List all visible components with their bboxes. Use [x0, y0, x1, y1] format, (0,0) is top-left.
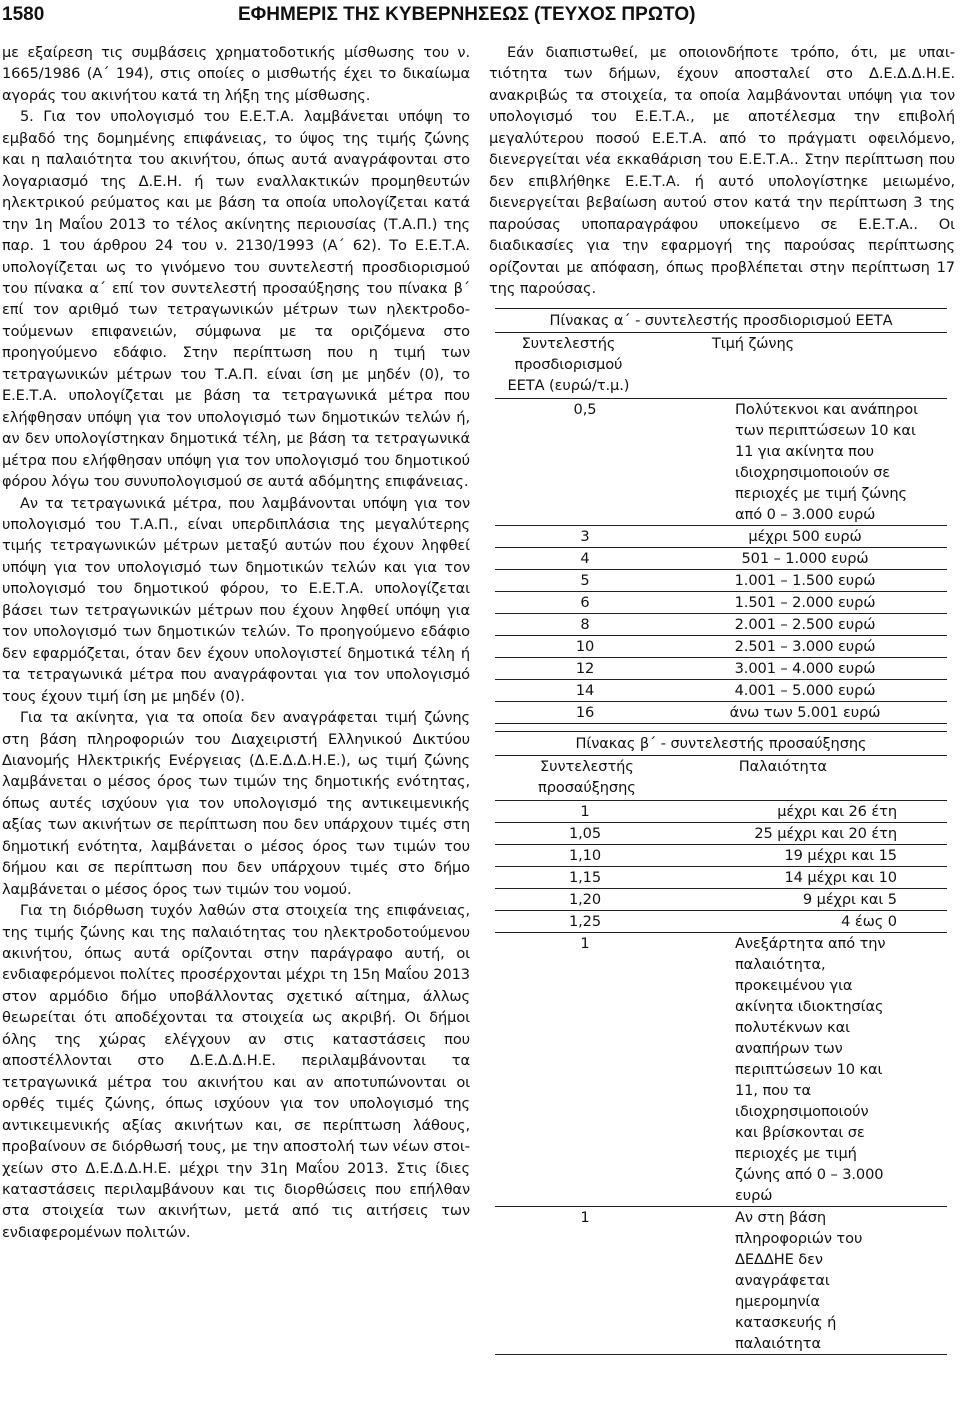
- table-cell: 0,5: [573, 401, 597, 419]
- table-cell: 1,20: [568, 891, 602, 909]
- table-cell: 1: [580, 1209, 590, 1227]
- paragraph: Για τα ακίνητα, για τα οποία δεν αναγράφεται τιμή ζώνης στη βάση πληροφοριών του Διαχειριστή Ελληνικού Δικτύου Διανομής Ηλεκτρικής Ενέργειας (Δ.Ε.Δ.Δ.Η.Ε.), ως τιμή ζώνης λαμβάνεται ο μέσος όρος των τιμών της δημοτικής ενότητας, όπως αυτές ισχύουν για τον υπολογισμό της αντικειμενικής αξίας των ακινήτων σε περίπτωση που δεν υπάρχουν τιμές στη δημοτική ενότητα, λαμβάνεται ο μέσος όρος των τιμών του δήμου και σε περίπτωση που δεν υπάρχουν τιμές στο δήμο λαμβάνεται ο μέσος όρος των τιμών του νομού.: [2, 709, 470, 898]
- paragraph: 5. Για τον υπολογισμό του Ε.Ε.Τ.Α. λαμβάνεται υπόψη το εμβαδό της δομημένης επιφάνειας, το ύψος της τιμής ζώνης και η παλαιότητα του ακινήτου, όπως αυτά αναγράφονται στο λογαριασμό της Δ.Ε.Η. ή των εναλλακτικών προμηθευτών ηλεκτρικού ρεύματος και με βάση τα οποία υπολογίζεται κατά την 1η Μαΐου 2013 το τέλος ακίνητης περιουσίας (Τ.Α.Π.) της παρ. 1 του άρθρου 24 του ν. 2130/1993 (Α΄ 62). Το Ε.Ε.Τ.Α. υπολογίζεται ως το γινόμενο του συντελεστή προσδιορισμού του πίνακα α΄ επί τον συντελεστή προσαύξησης του πίνακα β΄ επί τον αριθμό των τετραγωνικών μέτρων των ηλεκτροδοτούμενων επιφανειών, σύμφωνα με τα οριζόμενα στο προηγούμενο εδάφιο. Στην περίπτωση που η τιμή των τετραγωνικών μέτρων του Τ.Α.Π. είναι ίση με μηδέν (0), το Ε.Ε.Τ.Α. υπολογίζεται με βάση τα τετραγωνικά μέτρα που ελήφθησαν υπόψη για τον υπολογισμό των δημοτικών τελών ή, αν δεν υπολογίστηκαν δημοτικά τέλη, με βάση τα τετραγωνικά μέτρα που ελήφθησαν υπόψη για τον υπολογισμό του δημοτικού φόρου λόγω του συνυπολογισμού σε αυτά αδόμητης επιφάνειας.: [2, 108, 470, 491]
- table-a-col1-header: Συντελεστής προσδιορισμού ΕΕΤΑ (ευρώ/τ.μ.): [507, 335, 630, 395]
- table-cell: 4: [580, 550, 590, 568]
- table-row: [495, 614, 947, 636]
- table-cell: 2.001 – 2.500 ευρώ: [734, 616, 876, 634]
- table-row: [495, 592, 947, 614]
- table-b-title: Πίνακας β΄ - συντελεστής προσαύξησης: [495, 732, 947, 756]
- table-cell: Πολύτεκνοι και ανάπηροι των περιπτώσεων 10 και 11 για ακίνητα που ιδιοχρησιμοποιούν σε περιοχές με τιμή ζώνης από 0 – 3.000 ευρώ: [735, 401, 918, 524]
- table-cell: 1.001 – 1.500 ευρώ: [734, 572, 876, 590]
- table-b: [495, 731, 947, 1355]
- table-cell: 1.501 – 2.000 ευρώ: [734, 594, 876, 612]
- table-b-col1-header: Συντελεστής προσαύξησης: [538, 758, 636, 797]
- paragraph: Εάν διαπιστωθεί, με οποιονδήποτε τρόπο, ότι, με υπαιτιότητα των δήμων, έχουν αποσταλεί στο Δ.Ε.Δ.Δ.Η.Ε. ανακριβώς τα στοιχεία, τα οποία λαμβάνονται υπόψη για τον υπολογισμό του Ε.Ε.Τ.Α., με αποτέλεσμα την επιβολή μεγαλύτερου ποσού Ε.Ε.Τ.Α. από το πράγματι οφειλόμενο, διενεργείται νέα εκκαθάριση του Ε.Ε.Τ.Α.. Στην περίπτωση που δεν επιβλήθηκε Ε.Ε.Τ.Α. ή αυτό υπολογίστηκε μειωμένο, διενεργείται βεβαίωση αυτού στον κατά την περίπτωση 3 της παρούσας υποπαραγράφου υποκείμενο σε Ε.Ε.Τ.Α.. Οι διαδικασίες για την εφαρμογή της παρούσας περίπτωσης ορίζονται με απόφαση, όπως προβλέπεται στην περίπτωση 17 της παρούσας.: [489, 44, 955, 297]
- table-cell: 5: [580, 572, 590, 590]
- table-cell: 4 έως 0: [841, 913, 897, 931]
- table-cell: 1,15: [568, 869, 602, 887]
- table-row: [495, 680, 947, 702]
- table-cell: 1: [580, 803, 590, 821]
- table-row: [495, 526, 947, 548]
- table-cell: 25 μέχρι και 20 έτη: [754, 825, 897, 843]
- table-row: [495, 889, 947, 911]
- paragraph: με εξαίρεση τις συμβάσεις χρηματοδοτικής μίσθωσης του ν. 1665/1986 (Α΄ 194), στις οποίες ο μισθωτής έχει το δικαίωμα αγοράς του ακινήτου κατά τη λήξη της μίσθωσης.: [2, 44, 470, 104]
- table-a-title: Πίνακας α΄ - συντελεστής προσδιορισμού ΕΕΤΑ: [495, 309, 947, 333]
- table-a-col2-header: Τιμή ζώνης: [711, 335, 795, 353]
- table-row: [495, 823, 947, 845]
- table-cell: 8: [580, 616, 590, 634]
- table-cell: 9 μέχρι και 5: [802, 891, 897, 909]
- table-cell: μέχρι και 26 έτη: [777, 803, 897, 821]
- table-cell: 501 – 1.000 ευρώ: [741, 550, 869, 568]
- table-cell: 10: [575, 638, 595, 656]
- page-number: 1580: [2, 4, 45, 25]
- table-cell: 14 μέχρι και 10: [784, 869, 897, 887]
- table-cell: 16: [575, 704, 595, 722]
- table-cell: Ανεξάρτητα από την παλαιότητα, προκειμένου για ακίνητα ιδιοκτησίας πολυτέκνων και αναπήρων των περιπτώσεων 10 και 11, που τα ιδιοχρησιμοποιούν και βρίσκονται σε περιοχές με τιμή ζώνης από 0 – 3.000 ευρώ: [735, 935, 886, 1205]
- table-row: [495, 1207, 947, 1354]
- table-row: [495, 658, 947, 680]
- table-row: [495, 911, 947, 933]
- table-cell: μέχρι 500 ευρώ: [748, 528, 862, 546]
- table-row: [495, 636, 947, 658]
- table-row: [495, 548, 947, 570]
- table-cell: 3: [580, 528, 590, 546]
- table-cell: 6: [580, 594, 590, 612]
- table-row: [495, 801, 947, 823]
- table-a: [495, 308, 947, 724]
- table-cell: 3.001 – 4.000 ευρώ: [734, 660, 876, 678]
- table-cell: άνω των 5.001 ευρώ: [729, 704, 881, 722]
- gazette-title: ΕΦΗΜΕΡΙΣ ΤΗΣ ΚΥΒΕΡΝΗΣΕΩΣ (ΤΕΥΧΟΣ ΠΡΩΤΟ): [238, 4, 696, 25]
- page-header: [0, 0, 960, 40]
- paragraph: Αν τα τετραγωνικά μέτρα, που λαμβάνονται υπόψη για τον υπολογισμό του Τ.Α.Π., είναι υπερδιπλάσια της μεγαλύτερης τιμής τετραγωνικών μέτρων μεταξύ αυτών που έχουν ληφθεί υπόψη για τον υπολογισμό των δημοτικών τελών και για τον υπολογισμό του δημοτικού φόρου, το Ε.Ε.Τ.Α. υπολογίζεται βάσει των τετραγωνικών μέτρων που έχουν ληφθεί υπόψη για τον υπολογισμό των δημοτικών τελών. Το προηγούμενο εδάφιο δεν εφαρμόζεται, όταν δεν έχουν υπολογιστεί δημοτικά τέλη ή τα τετραγωνικά μέτρα που αναγράφονται για τον υπολογισμό τους έχουν τιμή ίση με μηδέν (0).: [2, 494, 470, 705]
- table-cell: Αν στη βάση πληροφοριών του ΔΕΔΔΗΕ δεν αναγράφεται ημερομηνία κατασκευής ή παλαιότητα: [735, 1209, 863, 1353]
- table-row: [495, 933, 947, 1207]
- table-b-col2-header: Παλαιότητα: [738, 758, 827, 776]
- table-cell: 1: [580, 935, 590, 953]
- table-cell: 1,10: [568, 847, 602, 865]
- paragraph: Για τη διόρθωση τυχόν λαθών στα στοιχεία της επιφάνειας, της τιμής ζώνης και της παλαιότητας του ηλεκτροδοτούμενου ακινήτου, όπως αυτά ορίζονται στην παράγραφο αυτή, οι ενδιαφερόμενοι πολίτες προσέρχονται μέχρι τη 15η Μαΐου 2013 στον αρμόδιο δήμο υποβάλλοντας σχετικό αίτημα, άλλως θεωρείται ότι αποδέχονται τα στοιχεία ως ακριβή. Οι δήμοι όλης της χώρας ελέγχουν αν στις καταστάσεις που αποστέλλονται στο Δ.Ε.Δ.Δ.Η.Ε. περιλαμβάνονται τα τετραγωνικά μέτρα του ακινήτου και αν αποτυπώνονται οι ορθές τιμές ζώνης, όπως ισχύουν για τον υπολογισμό της αντικειμενικής αξίας ακινήτων και, σε περίπτωση λάθους, προβαίνουν σε διόρθωσή τους, με την αποστολή των νέων στοιχείων στο Δ.Ε.Δ.Δ.Η.Ε. μέχρι την 31η Μαΐου 2013. Στις ίδιες καταστάσεις περιλαμβάνουν και τις διορθώσεις που επήλθαν στα στοιχεία των ακινήτων, μετά από τις αιτήσεις των ενδιαφερομένων πολιτών.: [2, 902, 470, 1241]
- right-column: [489, 42, 955, 1355]
- table-row: [495, 845, 947, 867]
- table-cell: 4.001 – 5.000 ευρώ: [734, 682, 876, 700]
- table-row: [495, 702, 947, 723]
- table-cell: 1,05: [568, 825, 602, 843]
- left-column: [2, 42, 470, 1243]
- table-cell: 19 μέχρι και 15: [784, 847, 897, 865]
- table-row: [495, 867, 947, 889]
- table-cell: 2.501 – 3.000 ευρώ: [734, 638, 876, 656]
- table-cell: 1,25: [568, 913, 602, 931]
- table-cell: 12: [575, 660, 595, 678]
- table-row: [495, 570, 947, 592]
- table-b-header: [495, 756, 947, 801]
- table-row: [495, 399, 947, 526]
- table-cell: 14: [575, 682, 595, 700]
- table-a-header: [495, 333, 947, 399]
